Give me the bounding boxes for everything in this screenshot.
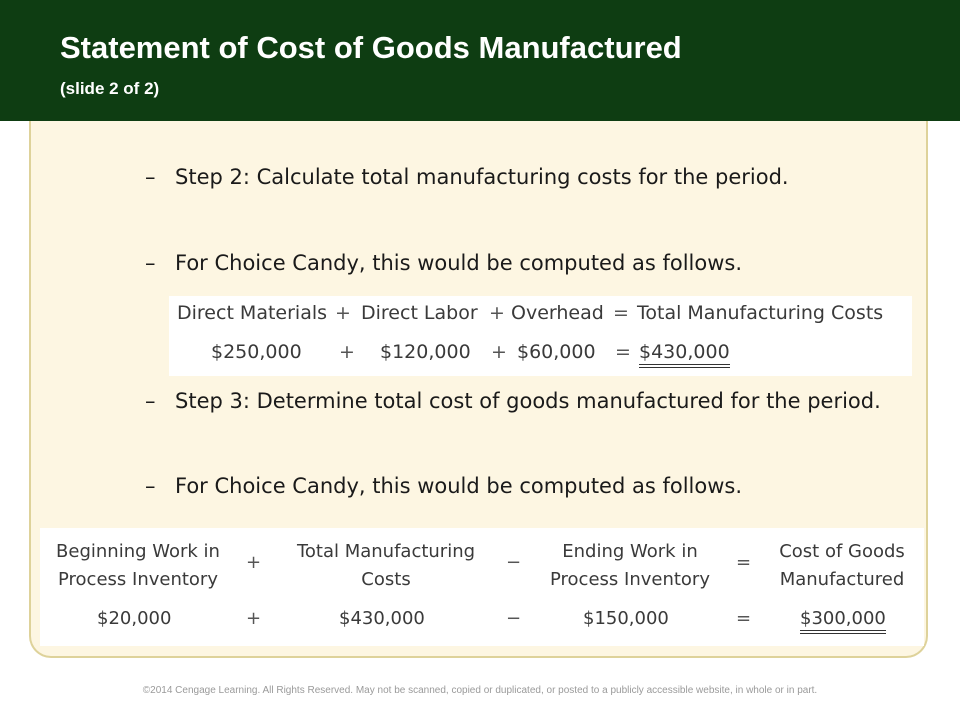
bullet-choice-candy-2 [145, 470, 905, 503]
direct-materials-label: Direct Materials [177, 302, 328, 324]
bullet-text: Step 2: Calculate total manufacturing costs for the period. [175, 165, 789, 189]
minus-operator: − [506, 552, 522, 573]
bullet-dash: – [145, 474, 156, 498]
equals-operator: = [736, 552, 752, 573]
cost-of-goods-manufactured-equation [40, 528, 924, 646]
bullet-text: For Choice Candy, this would be computed as follows. [175, 251, 743, 275]
bullet-text: Step 3: Determine total cost of goods manufactured for the period. [175, 389, 881, 413]
direct-labor-label: Direct Labor [361, 302, 478, 324]
plus-operator: + [489, 302, 505, 324]
slide-header [0, 0, 960, 121]
direct-labor-value: $120,000 [380, 341, 471, 363]
total-manufacturing-costs-label: Total Manufacturing Costs [296, 541, 476, 590]
minus-operator: − [506, 608, 522, 629]
plus-operator: + [339, 341, 355, 363]
equals-operator: = [736, 608, 752, 629]
direct-materials-value: $250,000 [211, 341, 302, 363]
copyright-footer: ©2014 Cengage Learning. All Rights Reserved. May not be scanned, copied or duplicated, or posted to a publicly accessible website, in whole or in part. [142, 685, 818, 696]
bullet-step-2 [145, 161, 905, 194]
total-manufacturing-costs-equation [169, 296, 912, 376]
beginning-wip-label: Beginning Work in Process Inventory [56, 541, 220, 590]
total-manufacturing-costs-value: $430,000 [339, 608, 425, 629]
bullet-dash: – [145, 251, 156, 275]
plus-operator: + [335, 302, 351, 324]
total-manufacturing-costs-value: $430,000 [639, 341, 730, 368]
equals-operator: = [615, 341, 631, 363]
ending-wip-value: $150,000 [583, 608, 669, 629]
total-manufacturing-costs-label: Total Manufacturing Costs [637, 302, 884, 324]
bullet-step-3 [145, 385, 905, 418]
cost-of-goods-manufactured-label: Cost of Goods Manufactured [779, 541, 905, 590]
plus-operator: + [246, 552, 262, 573]
bullet-text: For Choice Candy, this would be computed as follows. [175, 474, 743, 498]
bullet-dash: – [145, 165, 156, 189]
slide-subtitle: (slide 2 of 2) [60, 79, 160, 98]
overhead-value: $60,000 [517, 341, 596, 363]
plus-operator: + [491, 341, 507, 363]
bullet-dash: – [145, 389, 156, 413]
bullet-choice-candy-1 [145, 247, 905, 280]
plus-operator: + [246, 608, 262, 629]
beginning-wip-value: $20,000 [97, 608, 172, 629]
overhead-label: Overhead [511, 302, 604, 324]
slide-title: Statement of Cost of Goods Manufactured [60, 30, 682, 65]
cost-of-goods-manufactured-value: $300,000 [800, 608, 886, 634]
equals-operator: = [613, 302, 629, 324]
ending-wip-label: Ending Work in Process Inventory [550, 541, 710, 590]
